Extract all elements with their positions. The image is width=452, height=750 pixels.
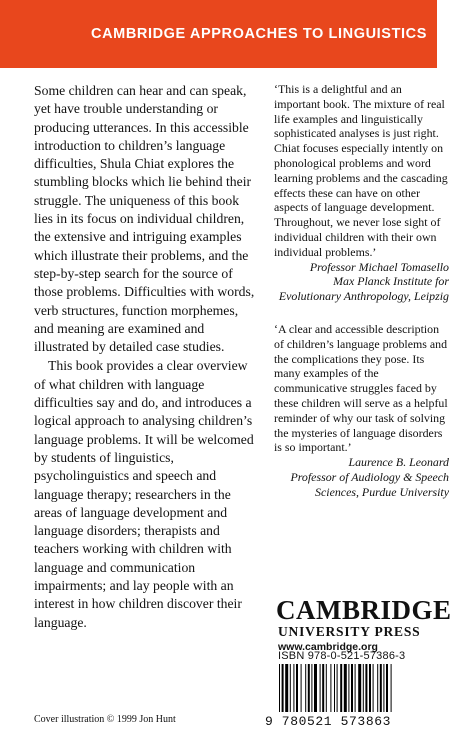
reviewer-affiliation: Professor of Audiology & Speech Sciences, Purdue University — [290, 469, 449, 499]
review-quote: ‘A clear and accessible description of children’s language problems and the complications they pose. Its many examples of the communicative struggles faced by these children will serve as a helpful reminder of why our task of solving the mysteries of language disorders is so important.’ — [274, 321, 448, 455]
reviewer-name: Professor Michael Tomasello — [309, 259, 449, 274]
barcode-digits: 9 780521 573863 — [265, 714, 392, 729]
publisher-subtitle: UNIVERSITY PRESS — [278, 624, 421, 639]
isbn-label: ISBN 978-0-521-57386-3 — [278, 650, 406, 662]
reviewer-affiliation: Max Planck Institute for Evolutionary Anthropology, Leipzig — [278, 274, 449, 304]
blurb-paragraph-1: Some children can hear and can speak, yet have trouble understanding or producing utterances. In this accessible introduction to children’s language difficulties, Shula Chiat explores the stumbling blocks which lie behind their struggle. The uniqueness of this book lies in its focus on individual children, the extensive and intriguing examples which illustrate their problems, and the step-by-step search for the source of those problems. Difficulties with words, verb structures, function morphemes, and meaning are examined and illustrated by detailed case studies. — [34, 83, 255, 355]
book-blurb — [34, 82, 260, 632]
cover-credit: Cover illustration © 1999 Jon Hunt — [34, 714, 176, 725]
publisher-logo — [276, 595, 452, 653]
series-banner — [0, 0, 437, 68]
blurb-paragraph-2: This book provides a clear overview of what children with language difficulties say and do, and introduces a logical approach to analysing children’s language problems. It will be welcomed by students of linguistics, psycholinguistics and speech and language therapy; researchers in the areas of language development and language disorders; therapists and teachers working with children with language and communication impairments; and lay people with an interest in how children discover their language. — [34, 358, 254, 630]
publisher-name: CAMBRIDGE — [276, 595, 452, 625]
publisher-url: www.cambridge.org — [278, 641, 378, 653]
review-attribution — [274, 455, 449, 499]
reviews-column — [274, 82, 449, 500]
review-2 — [274, 322, 449, 500]
review-1 — [274, 82, 449, 304]
review-quote: ‘This is a delightful and an important book. The mixture of real life examples and linguistically sophisticated analyses is just right. Chiat focuses especially intently on phonological problems and word learning problems and the cascading effects these can have on other aspects of language development. Throughout, we never lose sight of individual children with their own individual problems.’ — [274, 82, 448, 259]
series-title: CAMBRIDGE APPROACHES TO LINGUISTICS — [91, 26, 427, 42]
review-attribution — [274, 260, 449, 304]
barcode-icon — [275, 664, 437, 714]
reviewer-name: Laurence B. Leonard — [348, 455, 449, 470]
